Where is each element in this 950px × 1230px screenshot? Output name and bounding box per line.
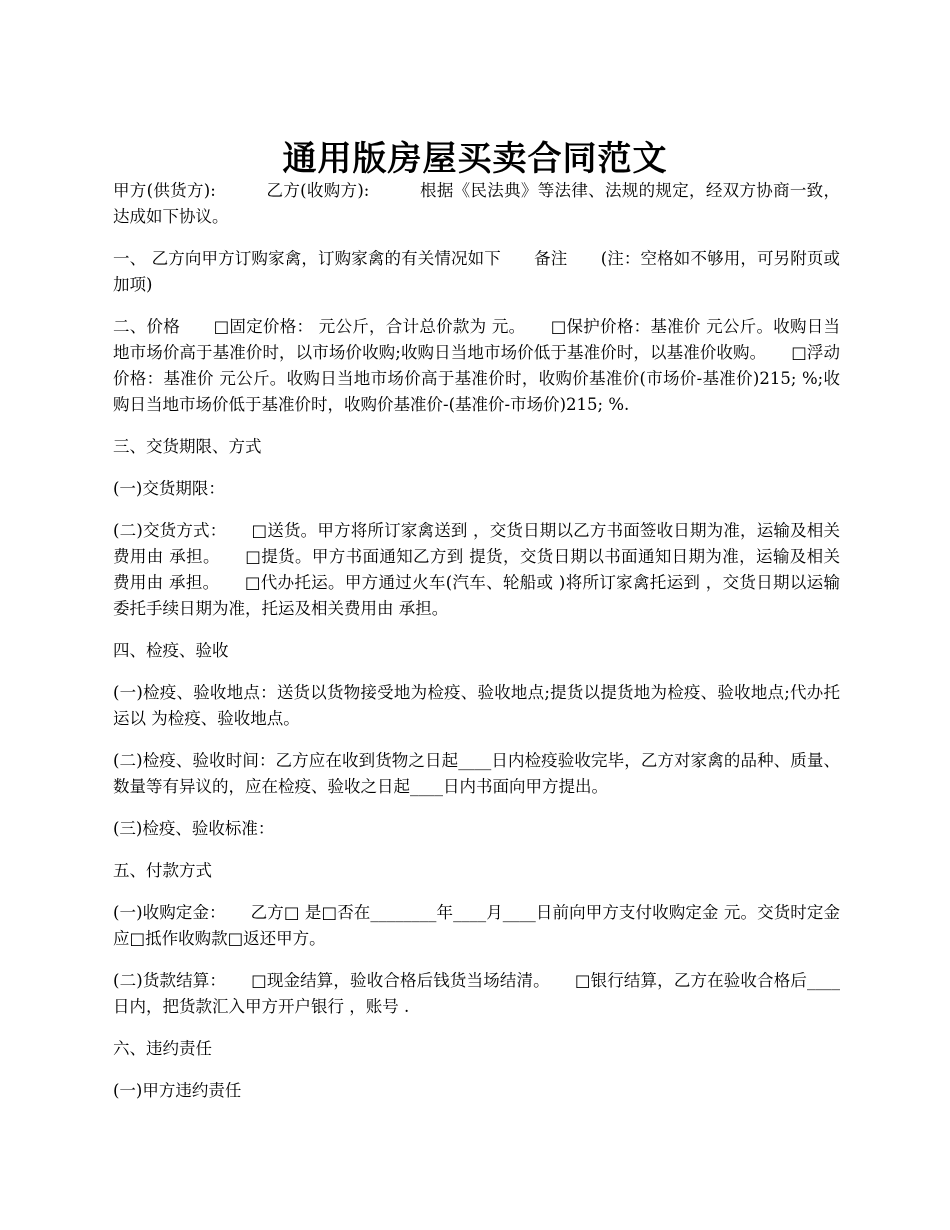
settlement-paragraph: (二)货款结算： □现金结算，验收合格后钱货当场结清。 □银行结算，乙方在验收合格后____日内，把货款汇入甲方开户银行 ，账号 . <box>113 971 840 1016</box>
section-2-price: 二、价格 □固定价格： 元公斤，合计总价款为 元。 □保护价格：基准价 元公斤。收购日当地市场价高于基准价时，以市场价收购;收购日当地市场价低于基准价时，以基准价收购。 □浮动价格：基准价 元公斤。收购日当地市场价高于基准价时，收购价基准价(市场价-基准价)215; %;收购日当地市场价低于基准价时，收购价基准价-(基准价-市场价)215; %. <box>113 317 840 414</box>
section-4-heading: 四、检疫、验收 <box>113 641 229 660</box>
preamble-paragraph: 甲方(供货方): 乙方(收购方): 根据《民法典》等法律、法规的规定，经双方协商一致，达成如下协议。 <box>113 181 840 226</box>
section-3-heading: 三、交货期限、方式 <box>113 437 262 456</box>
inspection-standard: (三)检疫、验收标准： <box>113 819 275 838</box>
document-body <box>113 178 840 1120</box>
section-6-heading: 六、违约责任 <box>113 1039 212 1058</box>
deposit-paragraph: (一)收购定金： 乙方□ 是□否在________年____月____日前向甲方支付收购定金 元。交货时定金应□抵作收购款□返还甲方。 <box>113 903 840 948</box>
party-a-liability: (一)甲方违约责任 <box>113 1081 242 1100</box>
inspection-time: (二)检疫、验收时间：乙方应在收到货物之日起____日内检疫验收完毕，乙方对家禽的品种、质量、数量等有异议的，应在检疫、验收之日起____日内书面向甲方提出。 <box>113 751 840 796</box>
section-1-order-info: 一、 乙方向甲方订购家禽，订购家禽的有关情况如下 备注 (注：空格如不够用，可另附页或加项) <box>113 249 840 294</box>
document-title: 通用版房屋买卖合同范文 <box>282 138 668 179</box>
delivery-period: (一)交货期限： <box>113 479 225 498</box>
delivery-method: (二)交货方式： □送货。甲方将所订家禽送到 ，交货日期以乙方书面签收日期为准，运输及相关费用由 承担。 □提货。甲方书面通知乙方到 提货，交货日期以书面通知日期为准，运输及相关费用由 承担。 □代办托运。甲方通过火车(汽车、轮船或 )将所订家禽托运到 ，交货日期以运输委托手续日期为准，托运及相关费用由 承担。 <box>113 521 840 618</box>
inspection-location: (一)检疫、验收地点：送货以货物接受地为检疫、验收地点;提货以提货地为检疫、验收地点;代办托运以 为检疫、验收地点。 <box>113 683 840 728</box>
section-5-heading: 五、付款方式 <box>113 861 212 880</box>
